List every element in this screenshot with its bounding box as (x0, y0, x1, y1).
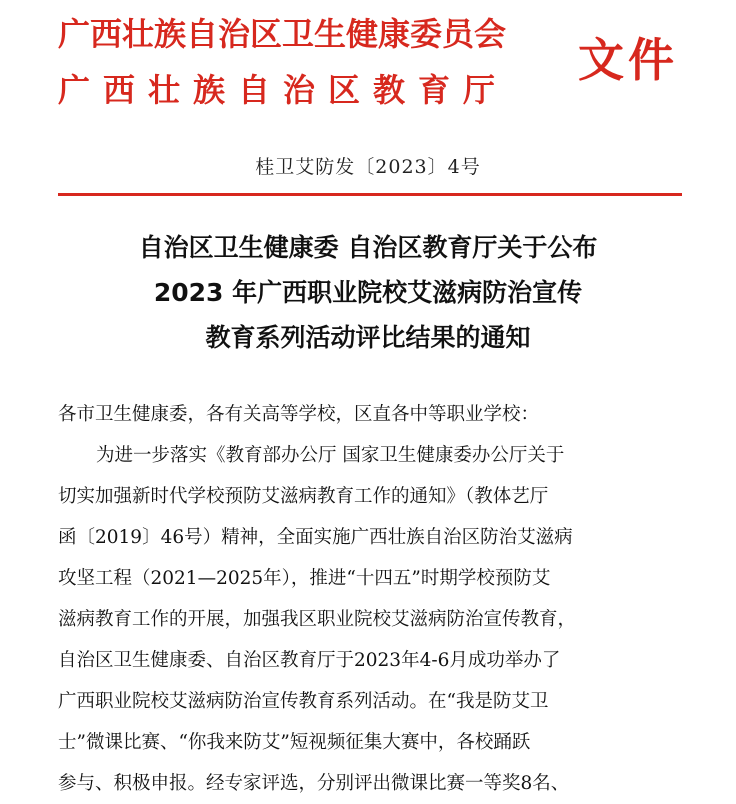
document-type-label: 文件 (578, 33, 678, 87)
body-line: 为进一步落实《教育部办公厅 国家卫生健康委办公厅关于 (96, 445, 565, 466)
body-line: 攻坚工程（2021—2025年），推进“十四五”时期学校预防艾 (58, 568, 551, 589)
title-line-1: 自治区卫生健康委 自治区教育厅关于公布 (138, 233, 598, 262)
red-divider (58, 193, 682, 196)
document-body (58, 394, 688, 804)
title-line-3: 教育系列活动评比结果的通知 (205, 323, 531, 352)
body-line: 士”微课比赛、“你我来防艾”短视频征集大赛中，各校踊跃 (58, 732, 531, 753)
body-line: 函〔2019〕46号）精神，全面实施广西壮族自治区防治艾滋病 (58, 527, 573, 548)
body-line: 参与、积极申报。经专家评选，分别评出微课比赛一等奖8名、 (58, 773, 570, 794)
issuer-health-commission: 广西壮族自治区卫生健康委员会 (58, 15, 507, 53)
body-line: 自治区卫生健康委、自治区教育厅于2023年4-6月成功举办了 (58, 650, 561, 671)
salutation: 各市卫生健康委，各有关高等学校，区直各中等职业学校： (58, 404, 540, 425)
title-line-2: 2023 年广西职业院校艾滋病防治宣传 (153, 278, 583, 307)
document-number: 桂卫艾防发〔2023〕4号 (255, 156, 481, 178)
body-line: 广西职业院校艾滋病防治宣传教育系列活动。在“我是防艾卫 (58, 691, 549, 712)
body-line: 滋病教育工作的开展，加强我区职业院校艾滋病防治宣传教育， (58, 609, 577, 630)
issuer-education-department: 广西壮族自治区教育厅 (58, 71, 509, 109)
body-line: 切实加强新时代学校预防艾滋病教育工作的通知》（教体艺厅 (58, 486, 549, 507)
